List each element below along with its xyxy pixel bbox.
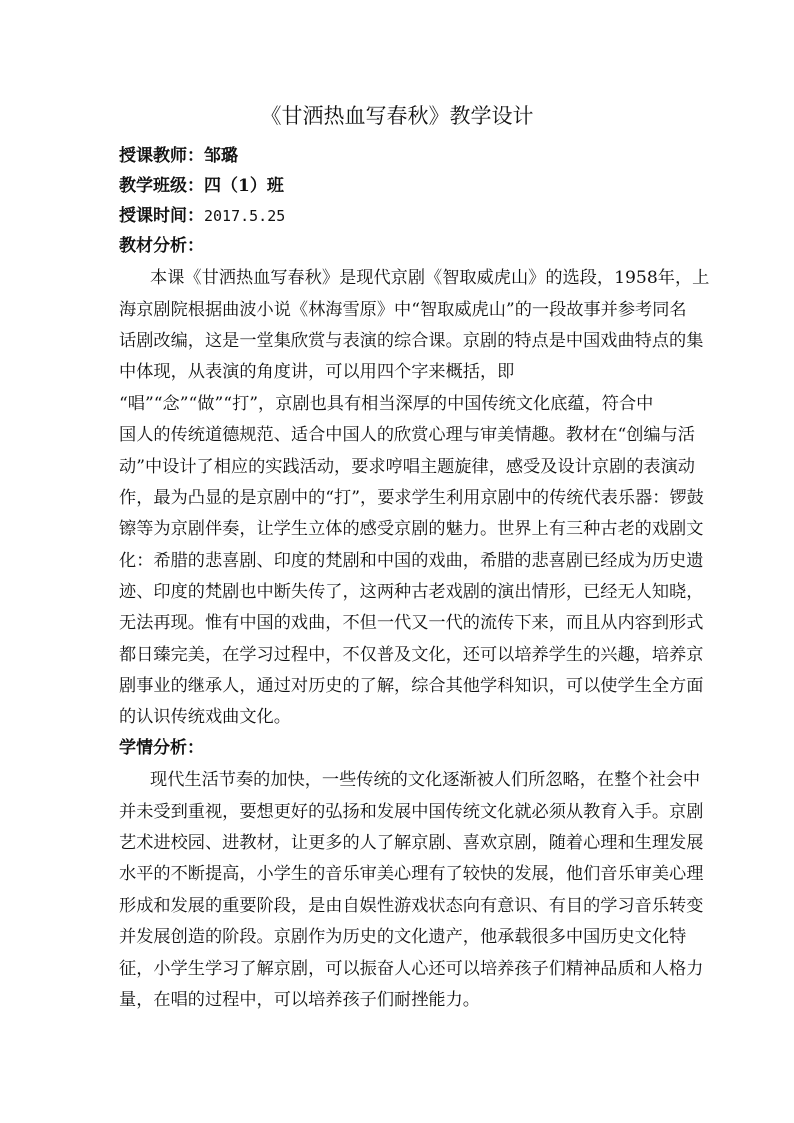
paragraph-line: 无法再现。惟有中国的戏曲，不但一代又一代的流传下来，而且从内容到形式	[119, 613, 704, 633]
paragraph-line: 水平的不断提高，小学生的音乐审美心理有了较快的发展，他们音乐审美心理	[119, 864, 704, 884]
paragraph-line: 作，最为凸显的是京剧中的“打”，要求学生利用京剧中的传统代表乐器：锣鼓	[119, 488, 704, 508]
section-heading-students: 学情分析：	[119, 738, 204, 758]
class-label: 教学班级：	[119, 176, 204, 196]
paragraph-line: 话剧改编，这是一堂集欣赏与表演的综合课。京剧的特点是中国戏曲特点的集	[119, 331, 704, 351]
paragraph-line: 现代生活节奏的加快，一些传统的文化逐渐被人们所忽略，在整个社会中	[150, 770, 701, 790]
document-title: 《甘洒热血写春秋》教学设计	[260, 104, 534, 128]
class-row	[119, 174, 284, 198]
paragraph-line: “唱”“念”“做”“打”，京剧也具有相当深厚的中国传统文化底蕴，符合中	[119, 394, 654, 414]
paragraph-line: 剧事业的继承人，通过对历史的了解，综合其他学科知识，可以使学生全方面	[119, 676, 704, 696]
section-heading-materials: 教材分析：	[119, 236, 204, 256]
paragraph-line: 形成和发展的重要阶段，是由自娱性游戏状态向有意识、有目的学习音乐转变	[119, 896, 704, 916]
paragraph-line: 量，在唱的过程中，可以培养孩子们耐挫能力。	[119, 990, 480, 1010]
paragraph-line: 的认识传统戏曲文化。	[119, 707, 291, 727]
paragraph-line: 化：希腊的悲喜剧、印度的梵剧和中国的戏曲，希腊的悲喜剧已经成为历史遗	[119, 551, 704, 571]
time-label: 授课时间：	[119, 206, 204, 226]
teacher-name: 邹璐	[204, 146, 238, 166]
paragraph-line: 艺术进校园、进教材，让更多的人了解京剧、喜欢京剧，随着心理和生理发展	[119, 833, 704, 853]
time-row	[119, 204, 285, 228]
teacher-label: 授课教师：	[119, 146, 204, 166]
paragraph-line: 海京剧院根据曲波小说《林海雪原》中“智取威虎山”的一段故事并参考同名	[119, 300, 687, 320]
time-value: 2017.5.25	[204, 207, 286, 225]
paragraph-line: 并未受到重视，要想更好的弘扬和发展中国传统文化就必须从教育入手。京剧	[119, 802, 704, 822]
paragraph-line: 国人的传统道德规范、适合中国人的欣赏心理与审美情趣。教材在“创编与活	[119, 425, 695, 445]
paragraph-line: 都日臻完美，在学习过程中，不仅普及文化，还可以培养学生的兴趣，培养京	[119, 645, 704, 665]
paragraph-line: 征，小学生学习了解京剧，可以振奋人心还可以培养孩子们精神品质和人格力	[119, 959, 704, 979]
paragraph-line: 并发展创造的阶段。京剧作为历史的文化遗产，他承载很多中国历史文化特	[119, 927, 687, 947]
paragraph-line: 动”中设计了相应的实践活动，要求哼唱主题旋律，感受及设计京剧的表演动	[119, 457, 695, 477]
paragraph-line: 中体现，从表演的角度讲，可以用四个字来概括，即	[119, 362, 515, 382]
teacher-row	[119, 144, 238, 168]
paragraph-line: 镲等为京剧伴奏，让学生立体的感受京剧的魅力。世界上有三种古老的戏剧文	[119, 519, 704, 539]
class-value: 四（1）班	[204, 176, 284, 196]
paragraph-line: 本课《甘洒热血写春秋》是现代京剧《智取威虎山》的选段，1958年，上	[150, 268, 710, 288]
paragraph-line: 迹、印度的梵剧也中断失传了，这两种古老戏剧的演出情形，已经无人知晓，	[119, 582, 704, 602]
